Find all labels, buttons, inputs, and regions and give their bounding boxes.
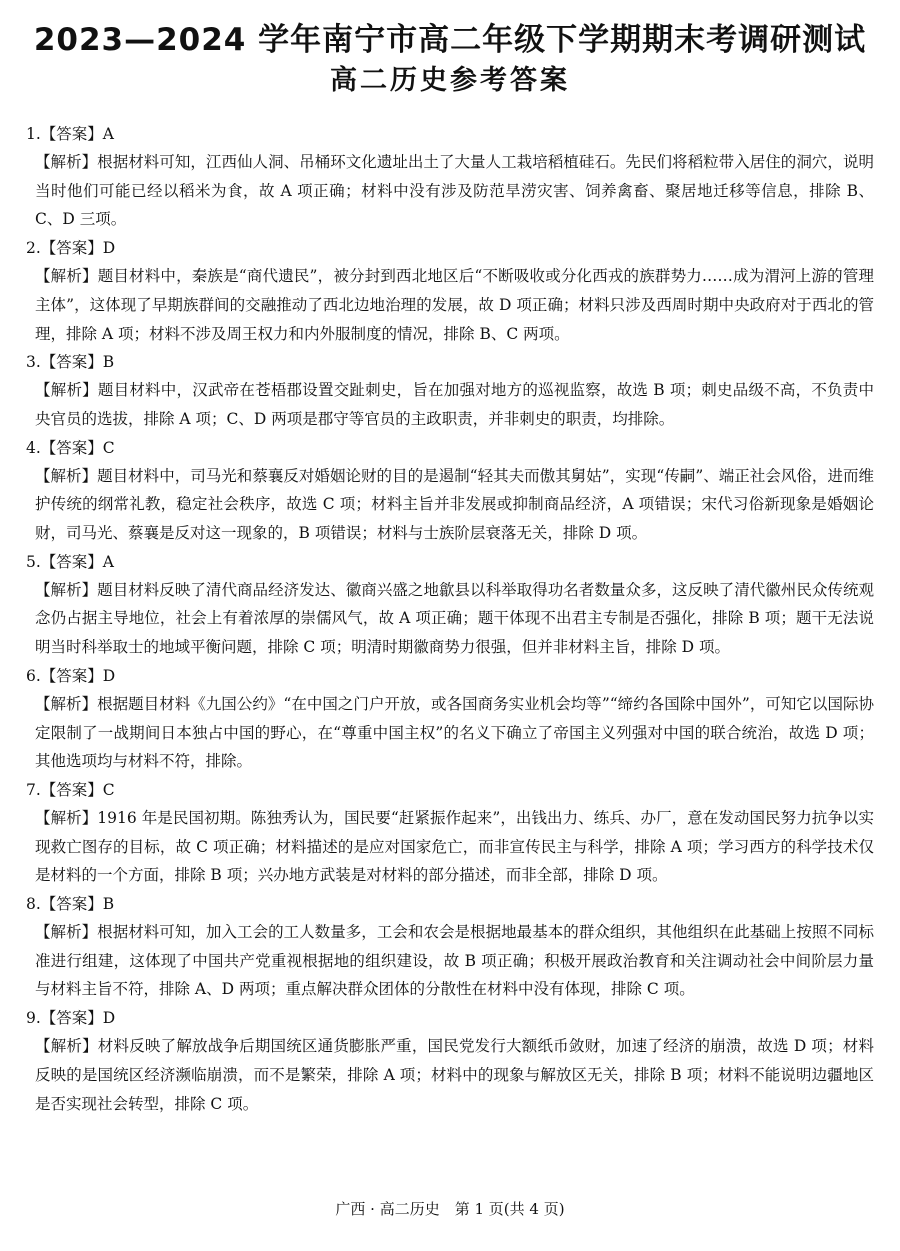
answer-label: 7.【答案】C [26,780,115,799]
answer-label: 1.【答案】A [26,125,114,143]
question-item-6 [26,662,874,776]
page-footer: 广西 · 高二历史 第 1 页(共 4 页) [335,1200,565,1218]
answer-label: 6.【答案】D [26,666,116,685]
question-item-1 [26,120,874,234]
question-item-3 [26,348,874,433]
answer-label: 8.【答案】B [26,895,115,914]
answer-label: 2.【答案】D [26,239,116,258]
analysis-text: 【解析】根据材料可知，江西仙人洞、吊桶环文化遗址出土了大量人工栽培稻植硅石。先民们将稻粒带入居住的洞穴，说明当时他们可能已经以稻米为食，故 A 项正确；材料中没有涉及防范旱涝灾害、饲养禽畜、聚居地迁移等信息，排除 B、C、D 三项。 [35,153,874,229]
answer-label: 4.【答案】C [26,438,115,457]
analysis-text: 【解析】1916 年是民国初期。陈独秀认为，国民要“赶紧振作起来”，出钱出力、练兵、办厂，意在发动国民努力抗争以实现救亡图存的目标，故 C 项正确；材料描述的是应对国家危亡，而非宣传民主与科学，排除 A 项；学习西方的科学技术仅是材料的一个方面，排除 B 项；兴办地方武装是对材料的部分描述，而非全部，排除 D 项。 [35,808,874,885]
question-item-4 [26,434,874,548]
document-title: 2023—2024 学年南宁市高二年级下学期期末考调研测试 [33,22,867,58]
analysis-text: 【解析】题目材料中，汉武帝在苍梧郡设置交趾刺史，旨在加强对地方的巡视监察，故选 B 项；刺史品级不高，不负责中央官员的选拔，排除 A 项；C、D 两项是郡守等官员的主政职责，并非刺史的职责，均排除。 [35,381,874,428]
analysis-text: 【解析】根据题目材料《九国公约》“在中国之门户开放，或各国商务实业机会均等”“缔约各国除中国外”，可知它以国际协定限制了一战期间日本独占中国的野心，在“尊重中国主权”的名义下确立了帝国主义列强对中国的联合统治，故选 D 项；其他选项均与材料不符，排除。 [35,694,874,771]
analysis-text: 【解析】题目材料中，秦族是“商代遗民”，被分封到西北地区后“不断吸收或分化西戎的族群势力……成为渭河上游的管理主体”，这体现了早期族群间的交融推动了西北边地治理的发展，故 D 项正确；材料只涉及西周时期中央政府对于西北的管理，排除 A 项；材料不涉及周王权力和内外服制度的情况，排除 B、C 两项。 [35,267,874,343]
document-subtitle: 高二历史参考答案 [330,65,570,96]
question-item-8 [26,890,874,1004]
answer-label: 5.【答案】A [26,552,114,571]
question-item-9 [26,1004,874,1118]
question-item-2 [26,234,874,348]
answer-list [26,120,874,1118]
analysis-text: 【解析】题目材料反映了清代商品经济发达、徽商兴盛之地歙县以科举取得功名者数量众多，这反映了清代徽州民众传统观念仍占据主导地位，社会上有着浓厚的崇儒风气，故 A 项正确；题干体现不出君主专制是否强化，排除 B 项；题干无法说明当时科举取士的地域平衡问题，排除 C 项；明清时期徽商势力很强，但并非材料主旨，排除 D 项。 [35,580,874,657]
analysis-text: 【解析】根据材料可知，加入工会的工人数量多，工会和农会是根据地最基本的群众组织，其他组织在此基础上按照不同标准进行组建，这体现了中国共产党重视根据地的组织建设，故 B 项正确；积极开展政治教育和关注调动社会中间阶层力量与材料主旨不符，排除 A、D 两项；重点解决群众团体的分散性在材料中没有体现，排除 C 项。 [35,923,874,999]
answer-label: 3.【答案】B [26,353,115,372]
question-item-7 [26,776,874,890]
analysis-text: 【解析】题目材料中，司马光和蔡襄反对婚姻论财的目的是遏制“轻其夫而傲其舅姑”，实现“传嗣”、端正社会风俗，进而维护传统的纲常礼教，稳定社会秩序，故选 C 项；材料主旨并非发展或抑制商品经济，A 项错误；宋代习俗新现象是婚姻论财，司马光、蔡襄是反对这一现象的，B 项错误；材料与士族阶层衰落无关，排除 D 项。 [35,466,874,543]
analysis-text: 【解析】材料反映了解放战争后期国统区通货膨胀严重，国民党发行大额纸币敛财，加速了经济的崩溃，故选 D 项；材料反映的是国统区经济濒临崩溃，而不是繁荣，排除 A 项；材料中的现象与解放区无关，排除 B 项；材料不能说明边疆地区是否实现社会转型，排除 C 项。 [35,1037,874,1113]
answer-label: 9.【答案】D [26,1009,116,1028]
question-item-5 [26,548,874,662]
